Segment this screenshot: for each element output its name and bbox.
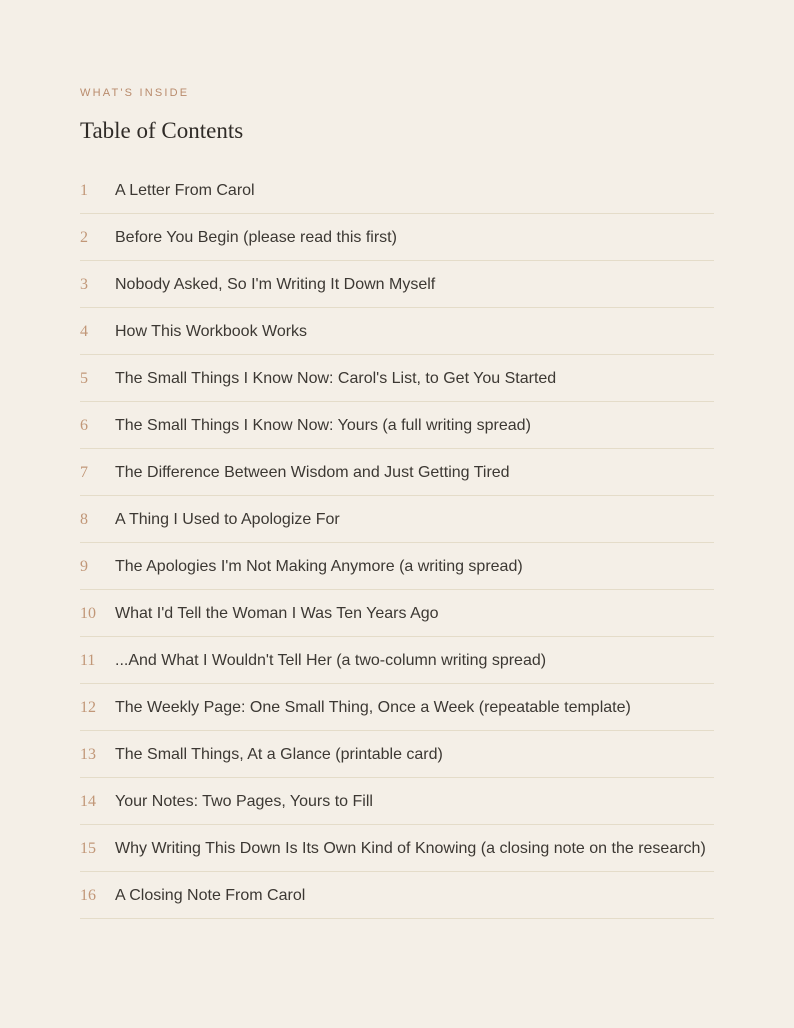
toc-entry-title: Nobody Asked, So I'm Writing It Down Myself [115,276,436,293]
table-of-contents-page [80,86,714,919]
toc-entry-title: A Thing I Used to Apologize For [115,511,340,528]
toc-entry-number: 6 [80,417,88,434]
toc-entry-number: 5 [80,370,88,387]
toc-entry-number: 7 [80,464,88,481]
toc-entry-number: 1 [80,182,88,199]
toc-entry-number: 14 [80,793,96,810]
toc-entry-title: Before You Begin (please read this first) [115,229,397,246]
section-eyebrow: WHAT'S INSIDE [80,87,190,99]
page-title: Table of Contents [80,118,244,143]
toc-entry[interactable] [80,261,714,308]
toc-entry[interactable] [80,590,714,637]
toc-entry-title: The Small Things, At a Glance (printable card) [115,746,443,763]
toc-entry-number: 4 [80,323,88,340]
toc-entry-number: 12 [80,699,96,716]
toc-entry[interactable] [80,402,714,449]
toc-entry-title: The Small Things I Know Now: Carol's List, to Get You Started [115,370,557,387]
toc-entry-title: The Difference Between Wisdom and Just Getting Tired [115,464,510,481]
toc-entry-number: 2 [80,229,88,246]
toc-entry-number: 11 [80,652,96,669]
toc-entry-title: What I'd Tell the Woman I Was Ten Years Ago [115,605,439,622]
toc-entry[interactable] [80,449,714,496]
toc-entry-title: Your Notes: Two Pages, Yours to Fill [115,793,373,810]
toc-entry[interactable] [80,214,714,261]
toc-list [80,167,714,919]
toc-entry-title: ...And What I Wouldn't Tell Her (a two-column writing spread) [115,652,547,669]
toc-entry-number: 8 [80,511,88,528]
toc-entry[interactable] [80,872,714,919]
toc-entry[interactable] [80,637,714,684]
toc-entry[interactable] [80,778,714,825]
toc-entry[interactable] [80,684,714,731]
toc-entry-title: A Closing Note From Carol [115,887,306,904]
toc-entry[interactable] [80,731,714,778]
toc-entry-number: 15 [80,840,96,857]
toc-entry[interactable] [80,825,714,872]
toc-entry-title: The Small Things I Know Now: Yours (a full writing spread) [115,417,531,434]
toc-entry-number: 13 [80,746,96,763]
toc-entry-title: The Apologies I'm Not Making Anymore (a writing spread) [115,558,523,575]
toc-entry-title: The Weekly Page: One Small Thing, Once a Week (repeatable template) [115,699,631,716]
toc-entry-number: 16 [80,887,96,904]
toc-entry-number: 10 [80,605,96,622]
toc-entry[interactable] [80,543,714,590]
toc-entry-number: 9 [80,558,88,575]
toc-entry[interactable] [80,167,714,214]
toc-entry[interactable] [80,496,714,543]
toc-entry-number: 3 [80,276,88,293]
toc-entry[interactable] [80,308,714,355]
toc-entry[interactable] [80,355,714,402]
toc-entry-title: A Letter From Carol [115,182,255,199]
toc-entry-title: Why Writing This Down Is Its Own Kind of Knowing (a closing note on the research) [115,840,706,857]
toc-entry-title: How This Workbook Works [115,323,308,340]
